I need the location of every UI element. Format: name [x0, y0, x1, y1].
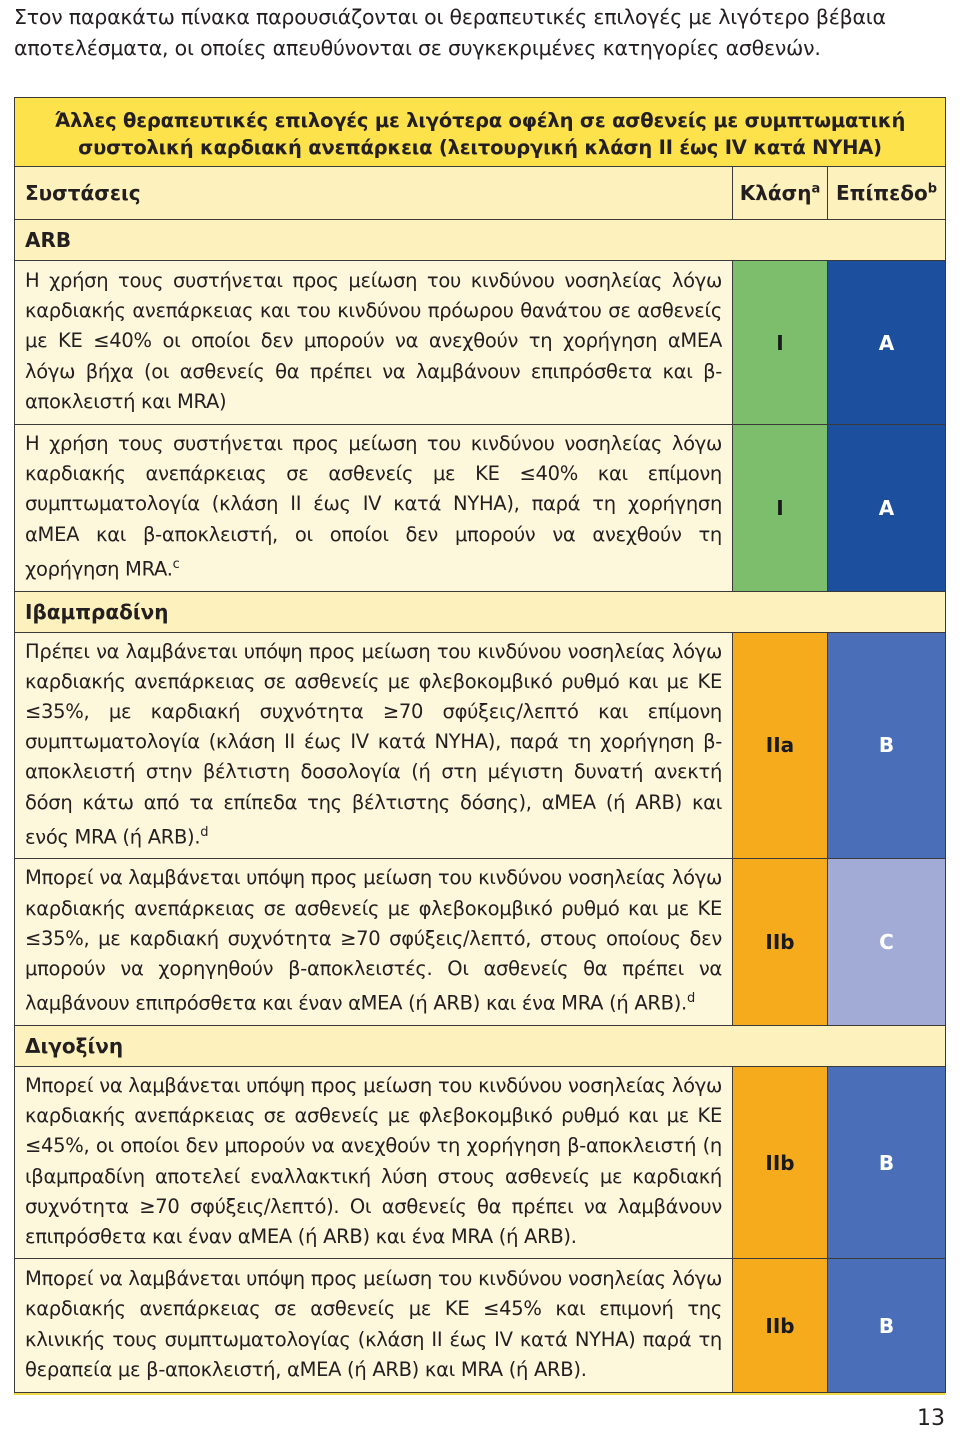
- level-value: B: [878, 1150, 895, 1175]
- intro-paragraph: Στον παρακάτω πίνακα παρουσιάζονται οι θεραπευτικές επιλογές με λιγότερο βέβαια αποτελέσματα, οι οποίες απευθύνονται σε συγκεκριμένες κατηγορίες ασθενών.: [14, 5, 886, 60]
- class-cell: [733, 261, 828, 425]
- recommendation-text: [15, 261, 733, 425]
- level-cell: [828, 1259, 946, 1393]
- recommendation-text-content: Πρέπει να λαμβάνεται υπόψη προς μείωση του κινδύνου νοσηλείας λόγω καρδιακής ανεπάρκειας σε ασθενείς με φλεβοκομβικό ρυθμό και με ΚΕ ≤35%, με καρδιακή συχνότητα ≥70 σφύξεις/λεπτό και επίμονη συμπτωματολογία (κλάση II έως IV κατά NYHA), παρά τη χορήγηση β-αποκλειστή στην βέλτιστη δοσολογία (ή στη μέγιστη δυνατή ανεκτή δόση κάτω από τα επίπεδα της βέλτιστης δόσης), αΜΕΑ (ή ARB) και ενός MRA (ή ARB).: [25, 639, 722, 849]
- header-level-footnote: b: [927, 181, 938, 197]
- recommendation-text: [15, 632, 733, 859]
- class-value: IIa: [765, 733, 795, 758]
- section-header-digoxin: [15, 1025, 946, 1066]
- header-level: [828, 167, 946, 220]
- recommendation-text: [15, 1259, 733, 1393]
- header-recommendations-label: Συστάσεις: [25, 181, 141, 205]
- header-class: [733, 167, 828, 220]
- level-value: B: [878, 1313, 895, 1338]
- header-recommendations: [15, 167, 733, 220]
- footer-divider: [14, 1393, 945, 1395]
- header-class-label: Κλάση: [739, 181, 812, 205]
- recommendation-text-content: Μπορεί να λαμβάνεται υπόψη προς μείωση του κινδύνου νοσηλείας λόγω καρδιακής ανεπάρκειας σε ασθενείς με φλεβοκομβικό ρυθμό και με ΚΕ ≤35%, με καρδιακή συχνότητα ≥70 σφύξεις/λεπτό, στους οποίους δεν μπορούν να χορηγηθούν β-αποκλειστές. Οι ασθενείς θα πρέπει να λαμβάνουν επιπρόσθετα και έναν αΜΕΑ (ή ARB) και ένα MRA (ή ARB).: [25, 866, 722, 1015]
- header-class-footnote: a: [811, 181, 821, 197]
- level-cell: [828, 859, 946, 1026]
- table-row: [15, 425, 946, 592]
- class-value: I: [776, 495, 784, 520]
- section-title: Διγοξίνη: [25, 1033, 124, 1058]
- class-value: IIb: [765, 930, 795, 955]
- level-cell: [828, 1066, 946, 1258]
- level-value: A: [878, 330, 895, 355]
- section-header-ivabradine: [15, 591, 946, 632]
- class-cell: [733, 632, 828, 859]
- recommendation-text-content: Η χρήση τους συστήνεται προς μείωση του κινδύνου νοσηλείας λόγω καρδιακής ανεπάρκειας σε ασθενείς με ΚΕ ≤40% και επίμονη συμπτωματολογία (κλάση II έως IV κατά NYHA), παρά τη χορήγηση αΜΕΑ και β-αποκλειστή, οι οποίοι δεν μπορούν να ανεχθούν τη χορήγηση MRA.: [25, 432, 722, 581]
- class-cell: [733, 859, 828, 1026]
- page-number: 13: [917, 1406, 945, 1431]
- table-row: [15, 1259, 946, 1393]
- table-row: [15, 859, 946, 1026]
- level-value: A: [878, 495, 895, 520]
- class-cell: [733, 425, 828, 592]
- recommendation-text-content: Μπορεί να λαμβάνεται υπόψη προς μείωση του κινδύνου νοσηλείας λόγω καρδιακής ανεπάρκειας σε ασθενείς με ΚΕ ≤45% και επιμονή της κλινικής τους συμπτωματολογίας (κλάση II έως IV κατά NYHA) παρά τη θεραπεία με β-αποκλειστή, αΜΕΑ (ή ARB) και MRA (ή ARB).: [25, 1267, 722, 1381]
- level-value: B: [878, 733, 895, 758]
- level-cell: [828, 632, 946, 859]
- table-row: [15, 632, 946, 859]
- recommendation-text-content: Η χρήση τους συστήνεται προς μείωση του κινδύνου νοσηλείας λόγω καρδιακής ανεπάρκειας και του κινδύνου πρόωρου θανάτου σε ασθενείς με ΚΕ ≤40% οι οποίοι δεν μπορούν να ανεχθούν τη χορήγηση αΜΕΑ λόγω βήχα (οι ασθενείς θα πρέπει να λαμβάνουν επιπρόσθετα και β-αποκλειστή και MRA): [25, 268, 722, 413]
- recommendation-text-content: Μπορεί να λαμβάνεται υπόψη προς μείωση του κινδύνου νοσηλείας λόγω καρδιακής ανεπάρκειας σε ασθενείς με φλεβοκομβικό ρυθμό και με ΚΕ ≤45%, οι οποίοι δεν μπορούν να ανεχθούν τη χορήγηση β-αποκλειστή (η ιβαμπραδίνη αποτελεί εναλλακτική λύση στους ασθενείς με καρδιακή συχνότητα ≥70 σφύξεις/λεπτό). Οι ασθενείς θα πρέπει να λαμβάνουν επιπρόσθετα και έναν αΜΕΑ (ή ARB) και ένα MRA (ή ARB).: [25, 1073, 722, 1248]
- header-level-label: Επίπεδο: [836, 181, 928, 205]
- recommendations-table: [14, 97, 946, 1393]
- level-value: C: [879, 930, 894, 955]
- level-cell: [828, 425, 946, 592]
- table-title-cell: [15, 98, 946, 167]
- section-title: ARB: [25, 228, 72, 252]
- table-row: [15, 1066, 946, 1258]
- table-title: Άλλες θεραπευτικές επιλογές με λιγότερα οφέλη σε ασθενείς με συμπτωματική συστολική καρδιακή ανεπάρκεια (λειτουργική κλάση II έως IV κατά NYHA): [54, 108, 906, 159]
- table-row: [15, 261, 946, 425]
- recommendation-text: [15, 1066, 733, 1258]
- footnote-marker: d: [200, 824, 209, 840]
- recommendation-text: [15, 859, 733, 1026]
- class-cell: [733, 1259, 828, 1393]
- section-title: Ιβαμπραδίνη: [25, 599, 169, 624]
- level-cell: [828, 261, 946, 425]
- footnote-marker: d: [686, 991, 695, 1007]
- section-header-arb: [15, 220, 946, 261]
- recommendation-text: [15, 425, 733, 592]
- footnote-marker: c: [172, 556, 180, 572]
- class-cell: [733, 1066, 828, 1258]
- class-value: IIb: [765, 1313, 795, 1338]
- class-value: I: [776, 330, 784, 355]
- class-value: IIb: [765, 1150, 795, 1175]
